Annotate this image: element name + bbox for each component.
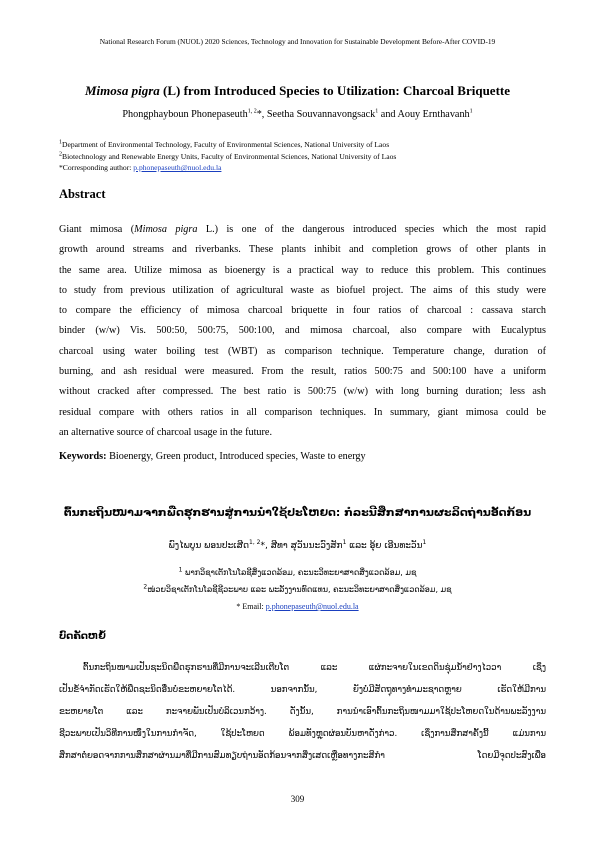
- lao-author-3-sup: 1: [422, 539, 427, 546]
- abstract-line-9: without cracked after compressed. The best ratio is 500:75 (w/w) with long burning duration; less ash: [59, 386, 546, 398]
- lao-affiliation-2: [0, 585, 595, 594]
- author-list: [0, 109, 595, 120]
- lao-author-list: [0, 541, 595, 551]
- lao-abstract-line-3: ຂະຫຍາຍໂຕ ແລະ ກະຈາຍພັນເປັນບໍລິເວນກວ້າງ. ດັ່ງນັ້ນ, ການນຳເອົາຕົ້ນກະຖິນໜາມມາໃຊ້ປະໂຫຍດໃນດ້ານພະລັງງານ: [59, 707, 546, 717]
- corresponding-author: [59, 163, 559, 173]
- affil-1-sup: 1: [59, 139, 62, 146]
- corresponding-label: *Corresponding author:: [59, 163, 134, 172]
- lao-abstract-line-5: ສຶກສາຕໍ່ຍອດຈາກການສຶກສາຜ່ານມາທີ່ມີການສົມທຽບຖ່ານອັດກ້ອນຈາກສິ່ງເສດເຫຼືອທາງກະສິກຳ ໂດຍມີຈຸດປະສົງເພື່ອ: [59, 751, 546, 761]
- affil-1-text: Department of Environmental Technology, Faculty of Environmental Sciences, National University of Laos: [62, 140, 390, 149]
- lao-affil-2-sup: 2: [143, 583, 148, 591]
- abstract-line-6: binder (w/w) Vis. 500:50, 500:75, 500:100, and mimosa charcoal, also compare with Eucalyptus: [59, 325, 546, 337]
- abstract-body: [59, 220, 546, 443]
- title-rest: (L) from Introduced Species to Utilization: Charcoal Briquette: [159, 83, 510, 98]
- corresponding-email-link[interactable]: p.phonepaseuth@nuol.edu.la: [133, 163, 222, 172]
- abstract-line-4: to study from previous utilization of agricultural waste as biofuel project. The aims of this study were: [59, 284, 546, 296]
- lao-title: ຕົ້ນກະຖິນໜາມຈາກພືດຮຸກຮານສູ່ການນຳໃຊ້ປະໂຫຍດ: ກໍລະນີສຶກສາການຜະລິດຖ່ານອັດກ້ອນ: [63, 506, 532, 519]
- title-species: Mimosa pigra: [84, 83, 160, 98]
- lao-author-3: ແລະ ອຸ້ຍ ເອີນທະວັນ: [346, 541, 423, 551]
- abstract-line-10: residual compare with others ratios in all comparison techniques. In summary, giant mimosa could be: [59, 406, 546, 418]
- lao-author-1: ພົງໄພບູນ ພອນປະເສີດ: [168, 541, 250, 551]
- author-3-affil: 1: [469, 108, 473, 115]
- lao-author-2-sup: 1: [342, 539, 347, 546]
- abstract-line-5: to compare the efficiency of mimosa charcoal briquette in four ratios of charcoal : cassava starch: [59, 305, 546, 317]
- lao-author-2: *, ສີທາ ສຸວັນນະວົງສັກ: [260, 541, 343, 551]
- paper-title: [0, 83, 595, 99]
- lao-abstract-line-4: ຊີວະພາບເປັນວິທີການໜຶ່ງໃນການກຳຈັດ, ໃຊ້ປະໂຫຍດ ພ້ອມທັງຫຼຸດຜ່ອນບັນຫາດັ່ງກ່າວ. ເຊິ່ງການສຶກສາຄັ້ງນີ້ ແມ່ນການ: [59, 729, 546, 739]
- author-2: Seetha Souvannavongsack: [266, 109, 376, 120]
- affiliation-2: [59, 152, 559, 162]
- keywords-label: Keywords:: [59, 451, 107, 462]
- lao-author-1-sup: 1, 2: [249, 539, 261, 546]
- author-1: Phongphayboun Phonepaseuth: [122, 109, 248, 120]
- author-1-affil: 1, 2: [247, 108, 257, 115]
- author-2-affil: 1: [375, 108, 379, 115]
- lao-affil-2-text: ໜ່ວຍວິຊາເຕັກໂນໂລຊີຊີວະພາບ ແລະ ພະລັງງານທົດແທນ, ຄະນະວິທະຍາສາດສິ່ງແວດລ້ອມ, ມຊ: [147, 585, 452, 594]
- lao-abstract-body: [59, 657, 546, 767]
- keywords-text: Bioenergy, Green product, Introduced species, Waste to energy: [106, 451, 366, 462]
- abstract-line-3: the same area. Utilize mimosa as bioenergy is a practical way to reduce this problem. This continues: [59, 264, 546, 276]
- abstract-line-11: an alternative source of charcoal usage in the future.: [59, 426, 272, 438]
- lao-email: [0, 602, 595, 611]
- lao-affil-1-sup: 1: [178, 566, 183, 574]
- lao-affil-1-text: ພາກວິຊາເຕັກໂນໂລຊີສິ່ງແວດລ້ອມ, ຄະນະວິທະຍາສາດສິ່ງແວດລ້ອມ, ມຊ: [182, 568, 417, 577]
- lao-abstract-line-2: ເປັນຂໍ້ຈຳກັດເຮັດໃຫ້ພືດຊະນິດອື່ນບໍ່ຂະຫຍາຍໂຕໄດ້. ນອກຈາກນັ້ນ, ຍັງບໍ່ມີສັດຖຸທາງທຳມະຊາດຫຼາຍ ເຮັດໃຫ້ມີການ: [59, 685, 546, 695]
- lao-email-label: * Email:: [236, 602, 266, 611]
- corresponding-mark: *,: [256, 109, 267, 120]
- author-3: and Aouy Ernthavanh: [378, 109, 470, 120]
- lao-abstract-heading: ບົດຄັດຫຍໍ້: [59, 631, 106, 642]
- page-number: 309: [290, 794, 305, 804]
- lao-abstract-line-1: ຕົ້ນກະຖິນໜາມເປັນຊະນິດພືດຮຸກຮານທີ່ມີການຈະເລີນເຕີບໂຕ ແລະ ແຜ່ກະຈາຍໃນເຂດດິນຊຸ່ມນໍ້າຢ່າງໄວວາ ເຊິ່ງ: [83, 663, 546, 673]
- keywords: [59, 451, 366, 462]
- affiliation-1: [59, 140, 559, 150]
- affil-2-sup: 2: [59, 151, 62, 158]
- affil-2-text: Biotechnology and Renewable Energy Units, Faculty of Environmental Sciences, National University of Laos: [62, 152, 397, 161]
- abstract-line-7: charcoal using water boiling test (WBT) as comparison technique. Temperature change, duration of: [59, 345, 546, 357]
- abstract-line-8: burning, and ash residual were measured. From the result, ratios 500:75 and 500:100 have a uniform: [59, 366, 546, 378]
- lao-affiliation-1: [0, 568, 595, 577]
- abstract-line-2: growth around streams and riverbanks. These plants inhibit and completion grows of other plants in: [59, 244, 546, 256]
- abstract-line-1: Giant mimosa (Mimosa pigra L.) is one of the dangerous introduced species which the most rapid: [59, 224, 546, 235]
- abstract-heading: Abstract: [59, 187, 106, 201]
- lao-email-link[interactable]: p.phonepaseuth@nuol.edu.la: [265, 602, 359, 611]
- running-head: National Research Forum (NUOL) 2020 Sciences, Technology and Innovation for Sustainable Development Before-After COVID-19: [99, 37, 496, 46]
